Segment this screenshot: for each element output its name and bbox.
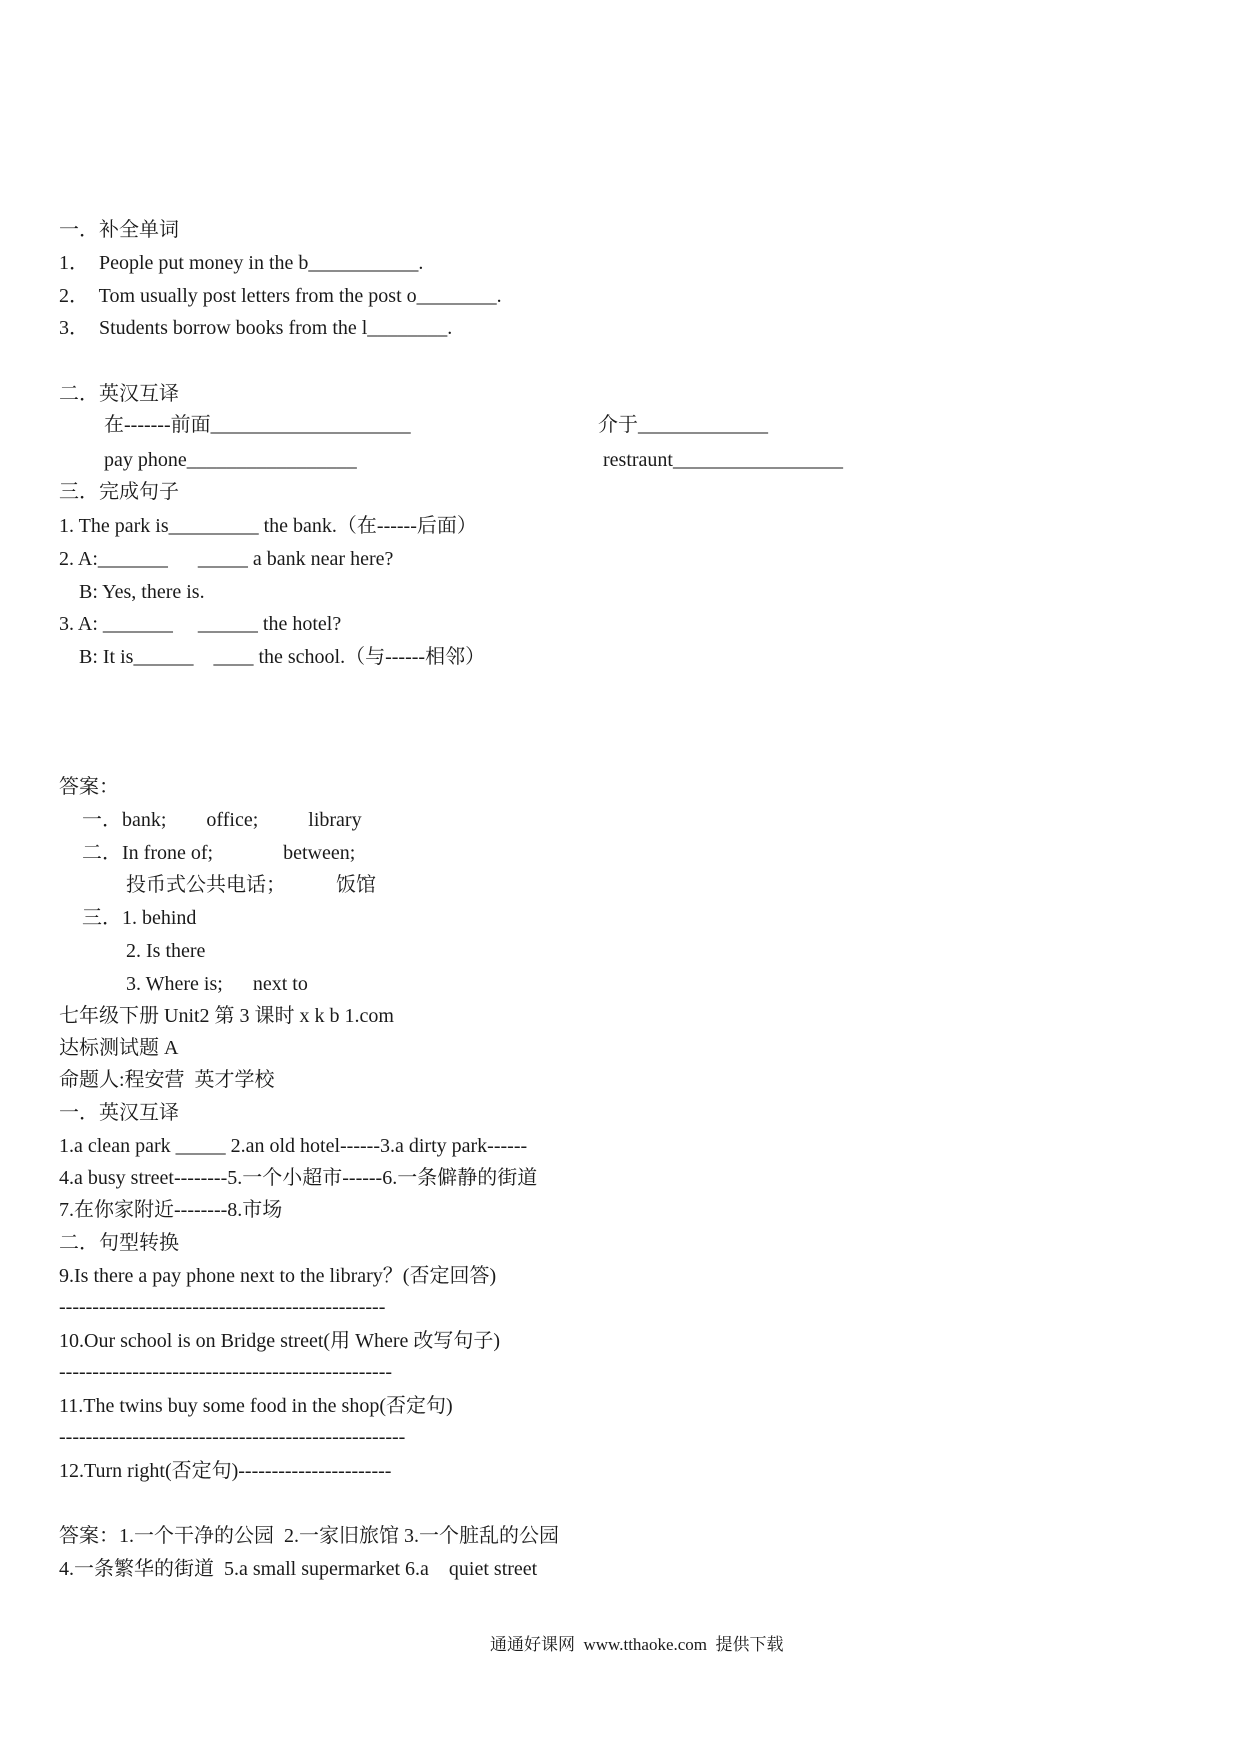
section2-row2-left: pay phone_________________ — [104, 449, 357, 471]
section3-line-1: 1. The park is_________ the bank.（在------后面） — [59, 515, 477, 537]
section3-line-4: 3. A: _______ ______ the hotel? — [59, 613, 342, 635]
answers-title: 答案： — [59, 776, 119, 798]
section1-item-3: 3． Students borrow books from the l________. — [59, 317, 453, 339]
section3-line-5: B: It is______ ____ the school.（与------相邻） — [59, 646, 486, 668]
answers1-line-1: 一．bank; office; library — [82, 809, 362, 831]
testa-line-1: 1.a clean park _____ 2.an old hotel------3.a dirty park------ — [59, 1135, 528, 1157]
answers1-line-6: 3. Where is; next to — [126, 973, 308, 995]
testa-line-2: 4.a busy street--------5.一个小超市------6.一条僻静的街道 — [59, 1167, 538, 1189]
section2-row1-left: 在-------前面____________________ — [104, 414, 411, 436]
testa-q11-answer-line: ---------------------------------------------------- — [59, 1426, 406, 1448]
testa-q12: 12.Turn right(否定句)----------------------- — [59, 1460, 392, 1482]
testa-subtitle: 达标测试题 A — [59, 1037, 179, 1059]
testa-title: 七年级下册 Unit2 第 3 课时 x k b 1.com — [59, 1005, 394, 1027]
footer-text: 通通好课网 www.tthaoke.com 提供下载 — [490, 1635, 784, 1654]
section3-heading: 三．完成句子 — [59, 481, 179, 503]
testa-q10-answer-line: -------------------------------------------------- — [59, 1361, 393, 1383]
testa-q10: 10.Our school is on Bridge street(用 Where 改写句子) — [59, 1330, 501, 1352]
testa-q9: 9.Is there a pay phone next to the library？(否定回答) — [59, 1265, 497, 1287]
testa-part1-heading: 一．英汉互译 — [59, 1102, 179, 1124]
testa-q9-answer-line: ------------------------------------------------- — [59, 1296, 386, 1318]
answers1-line-2: 二．In frone of; between; — [82, 842, 356, 864]
answers2-line-1: 答案：1.一个干净的公园 2.一家旧旅馆 3.一个脏乱的公园 — [59, 1525, 559, 1547]
section1-heading: 一．补全单词 — [59, 219, 179, 241]
section2-row2-right: restraunt_________________ — [603, 449, 843, 471]
answers2-line-2: 4.一条繁华的街道 5.a small supermarket 6.a quiet street — [59, 1558, 538, 1580]
section1-item-2: 2． Tom usually post letters from the post o________. — [59, 285, 502, 307]
section3-line-3: B: Yes, there is. — [59, 581, 205, 603]
section2-heading: 二．英汉互译 — [59, 383, 179, 405]
section1-item-1: 1． People put money in the b___________. — [59, 252, 424, 274]
answers1-line-5: 2. Is there — [126, 940, 206, 962]
testa-line-3: 7.在你家附近--------8.市场 — [59, 1199, 283, 1221]
testa-q11: 11.The twins buy some food in the shop(否定句) — [59, 1395, 453, 1417]
section2-row1-right: 介于_____________ — [598, 414, 768, 436]
answers1-line-4: 三．1. behind — [82, 907, 197, 929]
answers1-line-3: 投币式公共电话； 饭馆 — [126, 874, 376, 896]
testa-author: 命题人:程安营 英才学校 — [59, 1069, 275, 1091]
testa-part2-heading: 二．句型转换 — [59, 1232, 179, 1254]
section3-line-2: 2. A:_______ _____ a bank near here? — [59, 548, 394, 570]
